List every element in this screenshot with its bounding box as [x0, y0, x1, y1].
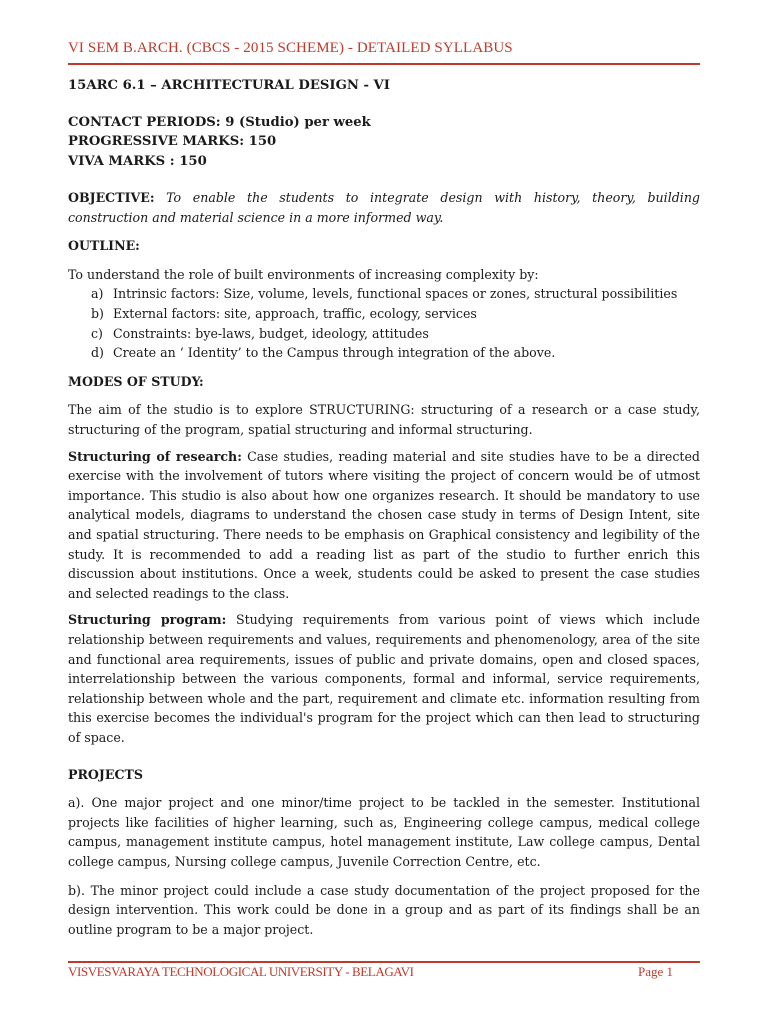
list-item: [68, 324, 700, 344]
program-label: Structuring program:: [68, 612, 227, 628]
progressive-marks: PROGRESSIVE MARKS: 150: [68, 134, 277, 150]
list-item: [68, 304, 700, 324]
list-item-text: Intrinsic factors: Size, volume, levels, functional spaces or zones, structural possibilities: [113, 286, 678, 302]
list-item: [68, 284, 700, 304]
page-number: Page 1: [637, 964, 673, 979]
page-header: VI SEM B.ARCH. (CBCS - 2015 SCHEME) - DETAILED SYLLABUS: [68, 40, 513, 56]
research-text: Case studies, reading material and site studies have to be a directed exercise with the involvement of tutors where visiting the project of concern would be of utmost importance. This studio is also about how one organizes research. It should be mandatory to use analytical models, diagrams to understand the chosen case study in terms of Design Intent, site and spatial structuring. There needs to be emphasis on Graphical consistency and legibility of the study. It is recommended to add a reading list as part of the studio to further enrich this discussion about institutions. Once a week, students could be asked to present the case studies and selected readings to the class.: [68, 448, 700, 601]
course-title: 15ARC 6.1 – ARCHITECTURAL DESIGN - VI: [68, 78, 390, 93]
list-item-text: Create an ‘ Identity’ to the Campus through integration of the above.: [113, 345, 556, 361]
list-marker: c): [91, 325, 103, 341]
page-footer: [68, 964, 700, 980]
header-rule: [68, 63, 700, 65]
viva-marks: VIVA MARKS : 150: [68, 153, 207, 169]
projects-a: a). One major project and one minor/time project to be tackled in the semester. Institutional projects like facilities of higher learning, such as, Engineering college campus, medical college campus, management institute campus, hotel management institute, Law college campus, Dental college campus, Nursing college campus, Juvenile Correction Centre, etc.: [68, 795, 700, 869]
contact-periods: CONTACT PERIODS: 9 (Studio) per week: [68, 114, 371, 130]
modes-intro: The aim of the studio is to explore STRUCTURING: structuring of a research or a case study, structuring of the program, spatial structuring and informal structuring.: [68, 402, 700, 438]
list-marker: a): [91, 286, 104, 302]
list-marker: d): [91, 345, 104, 361]
structuring-program: [68, 610, 700, 747]
objective: [68, 188, 700, 227]
projects-heading: PROJECTS: [68, 766, 143, 782]
program-text: Studying requirements from various point of views which include relationship between requirements and values, requirements and phenomenology, area of the site and functional area requirements, issues of public and private domains, open and closed spaces, interrelationship between the various components, formal and informal, service requirements, relationship between whole and the part, requirement and climate etc. information resulting from this exercise becomes the individual's program for the project which can then lead to structuring of space.: [68, 612, 700, 745]
objective-text: To enable the students to integrate design with history, theory, building construction and material science in a more informed way.: [68, 190, 700, 225]
footer-rule: [68, 961, 700, 963]
objective-label: OBJECTIVE:: [68, 190, 155, 206]
list-item: [68, 343, 700, 363]
outline-list: [68, 284, 700, 362]
projects-b: b). The minor project could include a case study documentation of the project proposed for the design intervention. This work could be done in a group and as part of its findings shall be an outline program to be a major project.: [68, 882, 700, 937]
outline-intro: To understand the role of built environments of increasing complexity by:: [68, 266, 539, 282]
course-info: [68, 113, 700, 172]
structuring-research: [68, 447, 700, 604]
modes-heading: MODES OF STUDY:: [68, 373, 204, 389]
list-marker: b): [91, 306, 104, 322]
document-body: [68, 76, 700, 946]
research-label: Structuring of research:: [68, 448, 242, 464]
footer-university: VISVESVARAYA TECHNOLOGICAL UNIVERSITY - BELAGAVI: [68, 964, 414, 979]
list-item-text: Constraints: bye-laws, budget, ideology, attitudes: [113, 325, 429, 341]
list-item-text: External factors: site, approach, traffic, ecology, services: [113, 306, 477, 322]
outline-heading: OUTLINE:: [68, 238, 140, 254]
